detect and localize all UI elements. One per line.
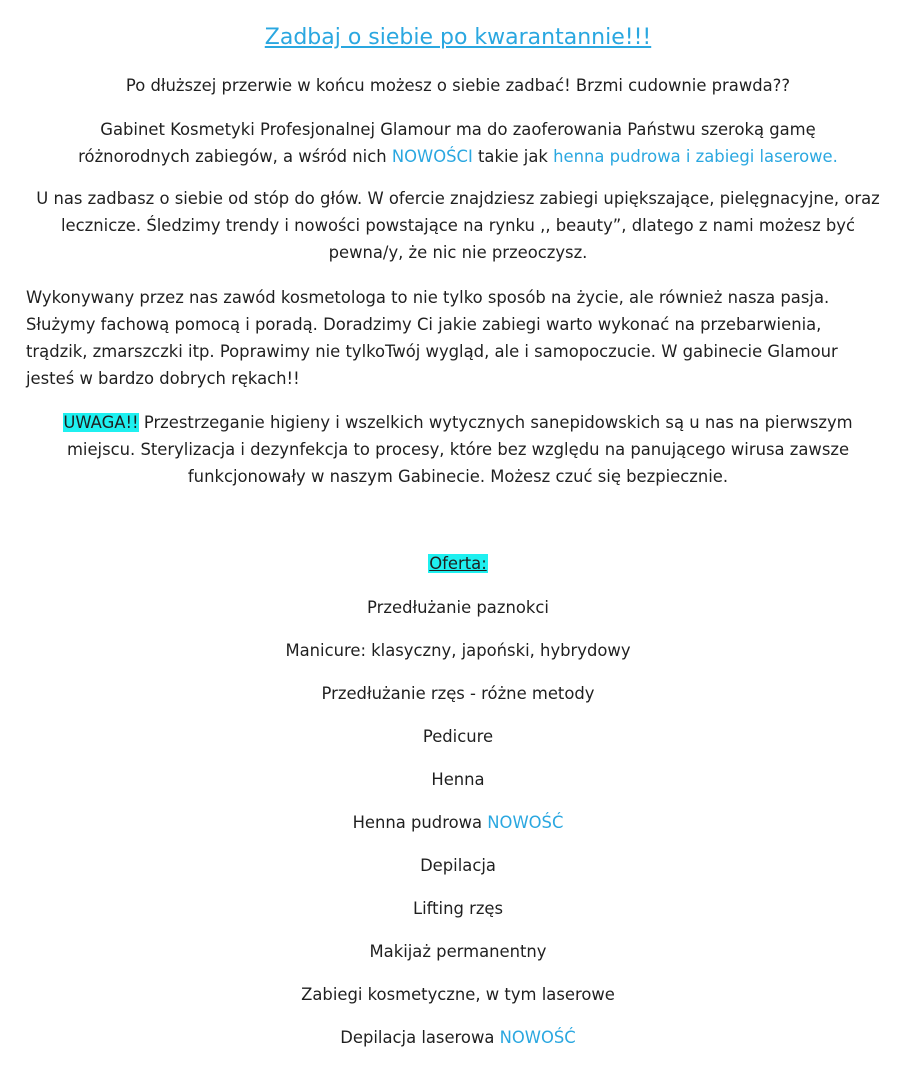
offer-intro-line-1: U nas zadbasz o siebie od stóp do głów. W ofercie znajdziesz zabiegi upiększające, pielęgnacyjne, oraz (36, 189, 880, 208)
offer-item (0, 680, 916, 723)
gabinet-line-2 (0, 143, 916, 170)
offer-item (0, 637, 916, 680)
offer-item-badge: NOWOŚĆ (499, 1028, 576, 1047)
new-items: henna pudrowa i zabiegi laserowe. (553, 147, 838, 166)
intro-text: Po dłuższej przerwie w końcu możesz o siebie zadbać! Brzmi cudownie prawda?? (125, 76, 791, 95)
gabinet-line-1: Gabinet Kosmetyki Profesjonalnej Glamour ma do zaoferowania Państwu szeroką gamę (100, 120, 816, 139)
offer-item (0, 723, 916, 766)
offer-item-text: Makijaż permanentny (369, 942, 547, 961)
warning-paragraph (0, 409, 916, 490)
warning-line-1 (0, 409, 916, 436)
offer-item-text: Depilacja laserowa (340, 1028, 500, 1047)
offer-item (0, 938, 916, 981)
offer-list (0, 594, 916, 1067)
offer-heading-text: Oferta: (429, 554, 487, 573)
warning-line-1-rest: Przestrzeganie higieny i wszelkich wytycznych sanepidowskich są u nas na pierwszym (138, 413, 853, 432)
profession-line-3: trądzik, zmarszczki itp. Poprawimy nie tylkoTwój wygląd, ale i samopoczucie. W gabinecie Glamour (26, 342, 838, 361)
offer-item (0, 809, 916, 852)
profession-line-2: Służymy fachową pomocą i poradą. Doradzimy Ci jakie zabiegi warto wykonać na przebarwienia, (26, 315, 822, 334)
warning-line-2: miejscu. Sterylizacja i dezynfekcja to procesy, które bez względu na panującego wirusa zawsze (66, 440, 850, 459)
intro-paragraph (0, 72, 916, 99)
offer-item-text: Depilacja (420, 856, 496, 875)
gabinet-paragraph (0, 116, 916, 170)
warning-label: UWAGA!! (63, 413, 139, 432)
offer-intro-paragraph (0, 185, 916, 266)
profession-line-1: Wykonywany przez nas zawód kosmetologa to nie tylko sposób na życie, ale również nasza pasja. (26, 288, 830, 307)
gabinet-line-2-pre: różnorodnych zabiegów, a wśród nich (78, 147, 392, 166)
offer-item-text: Przedłużanie paznokci (367, 598, 549, 617)
offer-item-badge: NOWOŚĆ (487, 813, 564, 832)
new-label: NOWOŚCI (391, 147, 473, 166)
offer-intro-line-2: lecznicze. Śledzimy trendy i nowości powstające na rynku ,, beauty”, dlatego z nami możesz być (61, 216, 855, 235)
offer-item-text: Lifting rzęs (412, 899, 504, 918)
offer-heading (0, 551, 916, 577)
offer-item (0, 981, 916, 1024)
offer-item (0, 1024, 916, 1067)
offer-item (0, 594, 916, 637)
offer-item-text: Przedłużanie rzęs - różne metody (321, 684, 595, 703)
warning-line-3: funkcjonowały w naszym Gabinecie. Możesz czuć się bezpiecznie. (187, 467, 729, 486)
offer-item (0, 895, 916, 938)
profession-line-4: jesteś w bardzo dobrych rękach!! (26, 369, 300, 388)
offer-item-text: Pedicure (422, 727, 494, 746)
offer-item (0, 766, 916, 809)
offer-item-text: Henna (431, 770, 485, 789)
offer-item-text: Manicure: klasyczny, japoński, hybrydowy (285, 641, 631, 660)
offer-item-text: Henna pudrowa (352, 813, 488, 832)
gabinet-line-2-mid: takie jak (472, 147, 554, 166)
offer-item-text: Zabiegi kosmetyczne, w tym laserowe (301, 985, 615, 1004)
offer-item (0, 852, 916, 895)
profession-paragraph (26, 284, 906, 392)
page-title: Zadbaj o siebie po kwarantannie!!! (264, 25, 652, 50)
offer-intro-line-3: pewna/y, że nic nie przeoczysz. (328, 243, 588, 262)
